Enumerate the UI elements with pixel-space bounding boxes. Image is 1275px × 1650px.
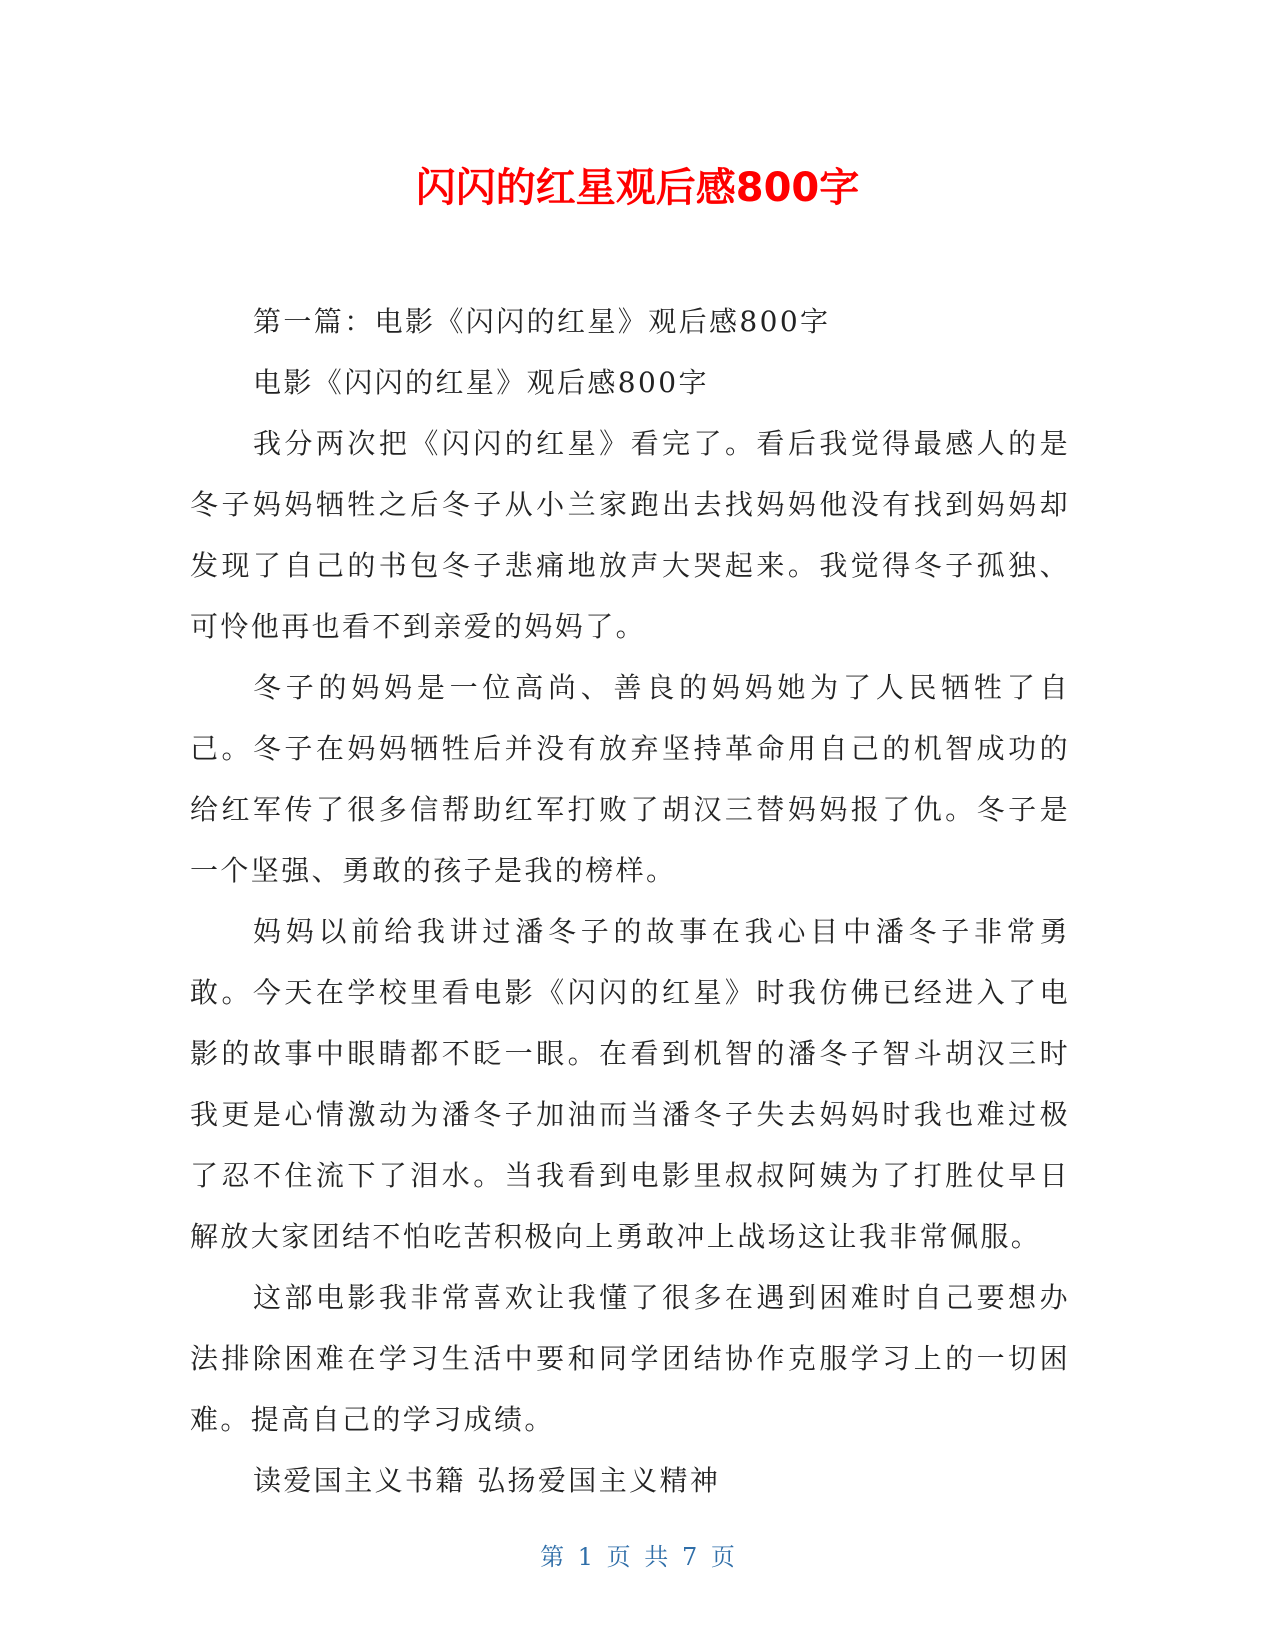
document-body: [190, 291, 1070, 1511]
body-paragraph-1: 第一篇：电影《闪闪的红星》观后感800字: [253, 305, 831, 338]
body-paragraph-3: 我分两次把《闪闪的红星》看完了。看后我觉得最感人的是冬子妈妈牺牲之后冬子从小兰家跑出去找妈妈他没有找到妈妈却发现了自己的书包冬子悲痛地放声大哭起来。我觉得冬子孤独、可怜他再也看不到亲爱的妈妈了。: [190, 427, 1070, 643]
body-paragraph-2: 电影《闪闪的红星》观后感800字: [253, 366, 709, 399]
body-paragraph-7: 读爱国主义书籍 弘扬爱国主义精神: [253, 1464, 721, 1497]
body-paragraph-5: 妈妈以前给我讲过潘冬子的故事在我心目中潘冬子非常勇敢。今天在学校里看电影《闪闪的红星》时我仿佛已经进入了电影的故事中眼睛都不眨一眼。在看到机智的潘冬子智斗胡汉三时我更是心情激动为潘冬子加油而当潘冬子失去妈妈时我也难过极了忍不住流下了泪水。当我看到电影里叔叔阿姨为了打胜仗早日解放大家团结不怕吃苦积极向上勇敢冲上战场这让我非常佩服。: [190, 915, 1070, 1253]
body-paragraph-4: 冬子的妈妈是一位高尚、善良的妈妈她为了人民牺牲了自己。冬子在妈妈牺牲后并没有放弃坚持革命用自己的机智成功的给红军传了很多信帮助红军打败了胡汉三替妈妈报了仇。冬子是一个坚强、勇敢的孩子是我的榜样。: [190, 671, 1070, 887]
body-paragraph-6: 这部电影我非常喜欢让我懂了很多在遇到困难时自己要想办法排除困难在学习生活中要和同学团结协作克服学习上的一切困难。提高自己的学习成绩。: [190, 1281, 1070, 1436]
page-number-footer: 第 1 页 共 7 页: [540, 1543, 735, 1571]
document-title: 闪闪的红星观后感800字: [415, 165, 860, 211]
